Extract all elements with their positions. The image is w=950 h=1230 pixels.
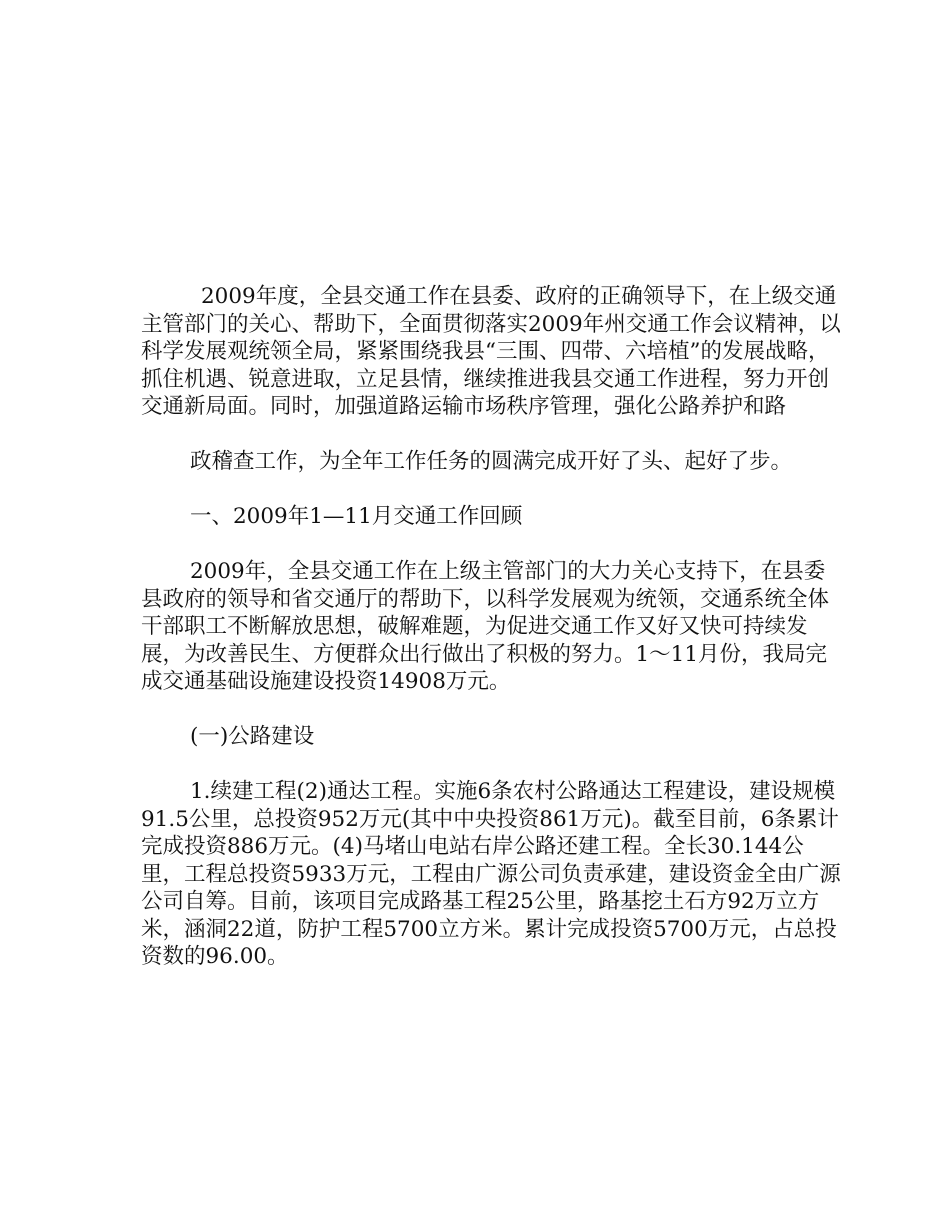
paragraph-intro: 2009年度，全县交通工作在县委、政府的正确领导下，在上级交通主管部门的关心、帮助下，全面贯彻落实2009年州交通工作会议精神，以科学发展观统领全局，紧紧围绕我县“三围、四带、六培植”的发展战略，抓住机遇、锐意进取，立足县情，继续推进我县交通工作进程，努力开创交通新局面。同时，加强道路运输市场秩序管理，强化公路养护和路 (141, 284, 841, 419)
paragraph-road-construction: 1.续建工程(2)通达工程。实施6条农村公路通达工程建设，建设规模91.5公里，总投资952万元(其中中央投资861万元)。截至目前，6条累计完成投资886万元。(4)马堵山电站右岸公路还建工程。全长30.144公里，工程总投资5933万元，工程由广源公司负责承建，建设资金全由广源公司自筹。目前，该项目完成路基工程25公里，路基挖土石方92万立方米，涵洞22道，防护工程5700立方米。累计完成投资5700万元，占总投资数的96.00。 (141, 779, 841, 969)
paragraph-continuation: 政稽查工作，为全年工作任务的圆满完成开好了头、起好了步。 (190, 449, 793, 474)
document-body (141, 283, 841, 998)
paragraph-review: 2009年，全县交通工作在上级主管部门的大力关心支持下，在县委县政府的领导和省交通厅的帮助下，以科学发展观为统领，交通系统全体干部职工不断解放思想，破解难题，为促进交通工作又好又快可持续发展，为改善民生、方便群众出行做出了积极的努力。1～11月份，我局完成交通基础设施建设投资14908万元。 (141, 559, 830, 694)
section-heading: 一、2009年1—11月交通工作回顾 (190, 504, 523, 529)
subsection-heading: (一)公路建设 (190, 724, 315, 749)
